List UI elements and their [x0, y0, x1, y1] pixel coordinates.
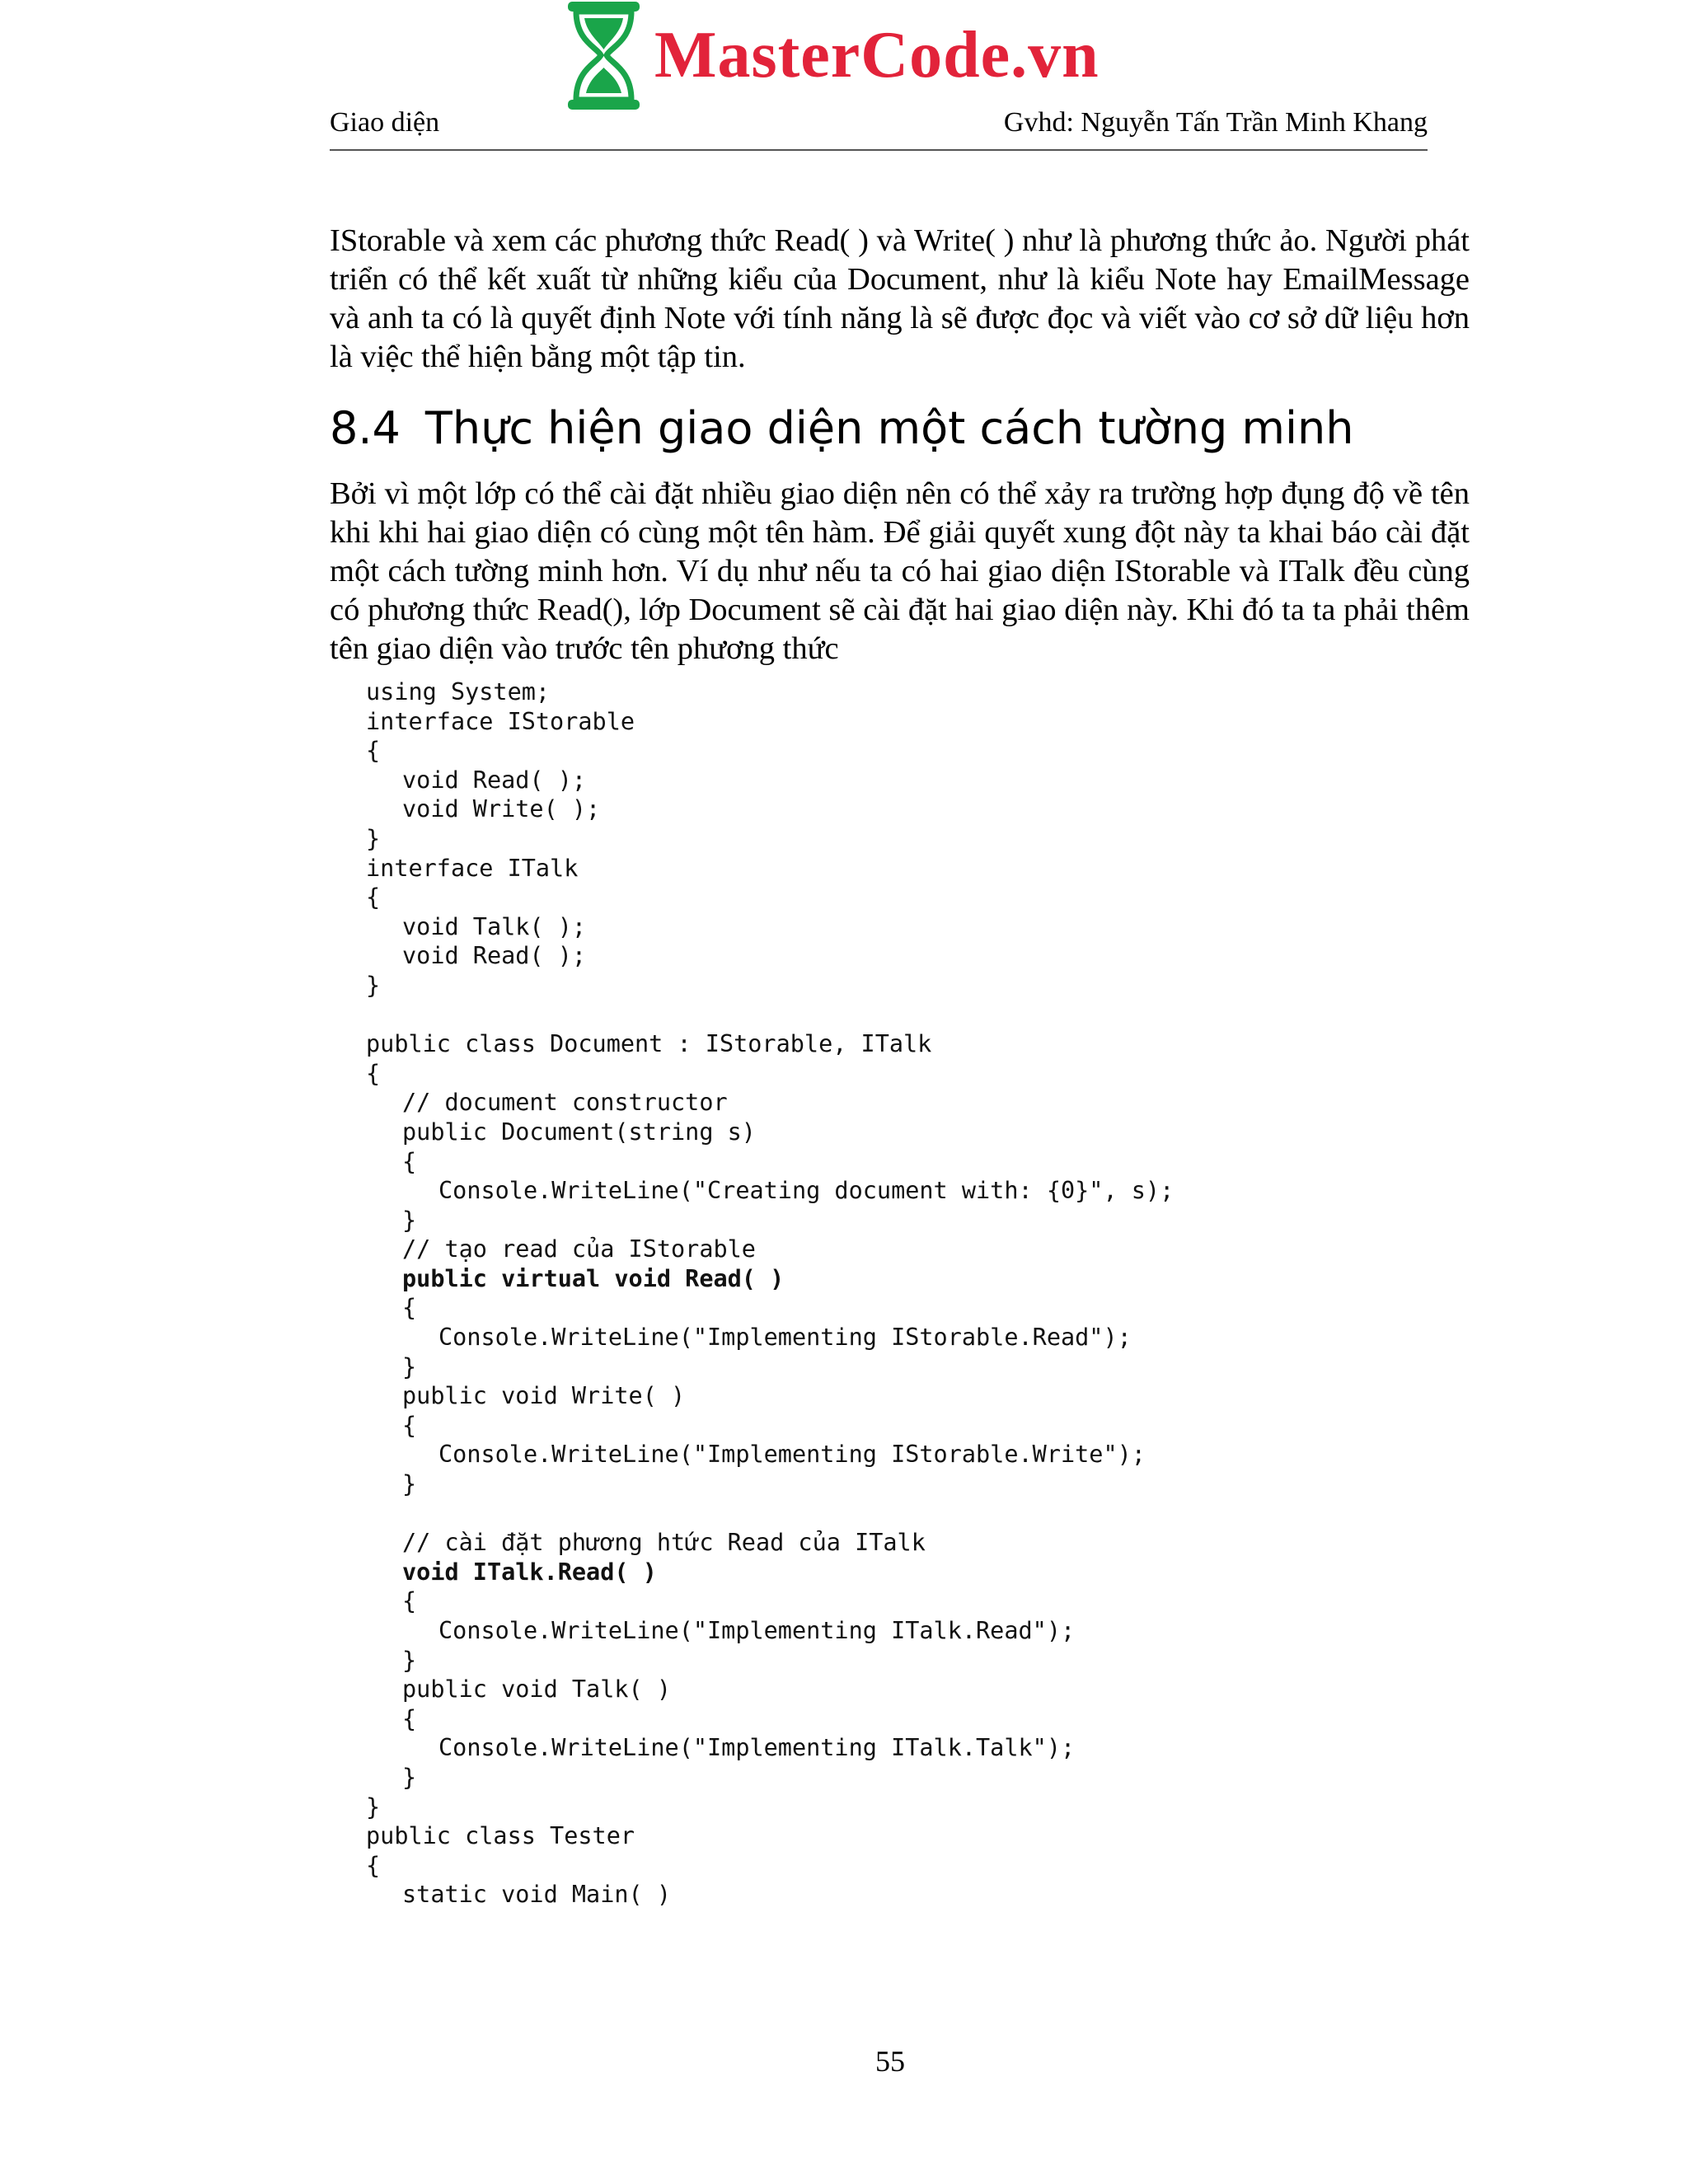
code-line: { — [402, 1704, 417, 1732]
code-block — [366, 677, 1174, 1910]
code-line: static void Main( ) — [402, 1881, 672, 1909]
header-chapter-title: Giao diện — [330, 107, 440, 138]
code-line: { — [366, 737, 381, 765]
code-line: void Read( ); — [402, 766, 587, 794]
code-line: { — [402, 1147, 417, 1175]
code-line: Console.WriteLine("Implementing IStorable.Write"); — [438, 1441, 1146, 1469]
intro-paragraph: IStorable và xem các phương thức Read( ) và Write( ) như là phương thức ảo. Người phát triển có thể kết xuất từ những kiểu của Document, như là kiểu Note hay EmailMessage và anh ta có là quyết định Note với tính năng là sẽ được đọc và viết vào cơ sở dữ liệu hơn là việc thể hiện bằng một tập tin. — [330, 223, 1470, 374]
code-line: public void Talk( ) — [402, 1675, 672, 1704]
code-line: void Write( ); — [402, 795, 601, 823]
code-line: using System; — [366, 678, 551, 705]
code-line: Console.WriteLine("Implementing IStorable.Read"); — [438, 1324, 1132, 1352]
code-line: } — [402, 1206, 417, 1234]
header-divider — [330, 149, 1428, 151]
code-comment: // cài đặt phương htức Read của ITalk — [402, 1529, 926, 1557]
code-line-bold: void ITalk.Read( ) — [402, 1558, 657, 1586]
code-line: } — [366, 1793, 381, 1821]
body-paragraph: Bởi vì một lớp có thể cài đặt nhiều giao diện nên có thể xảy ra trường hợp đụng độ về tên khi khi hai giao diện có cùng một tên hàm. Để giải quyết xung đột này ta khai báo cài đặt một cách tường minh hơn. Ví dụ như nếu ta có hai giao diện IStorable và ITalk đều cùng có phương thức Read(), lớp Document sẽ cài đặt hai giao diện này. Khi đó ta ta phải thêm tên giao diện vào trước tên phương thức — [330, 476, 1470, 666]
code-line: public Document(string s) — [402, 1118, 756, 1146]
code-line-bold: public virtual void Read( ) — [402, 1264, 785, 1292]
code-line: Console.WriteLine("Implementing ITalk.Talk"); — [438, 1734, 1076, 1762]
code-line: { — [402, 1294, 417, 1322]
code-comment: // tạo read của IStorable — [402, 1235, 756, 1263]
code-line: public class Tester — [366, 1822, 635, 1850]
code-line: } — [366, 971, 381, 999]
code-line: public void Write( ) — [402, 1382, 686, 1410]
code-line: interface IStorable — [366, 707, 635, 735]
page-number: 55 — [875, 2045, 905, 2078]
logo-text: MasterCode.vn — [654, 19, 1100, 91]
section-number: 8.4 — [330, 402, 401, 454]
logo — [565, 0, 1100, 111]
code-line: Console.WriteLine("Implementing ITalk.Read"); — [438, 1617, 1076, 1644]
code-line: public class Document : IStorable, ITalk — [366, 1030, 932, 1058]
code-line: void Read( ); — [402, 942, 587, 970]
code-line: } — [402, 1646, 417, 1674]
header-instructor: Gvhd: Nguyễn Tấn Trần Minh Khang — [1003, 107, 1428, 138]
code-line: { — [366, 1851, 381, 1879]
code-line: void Talk( ); — [402, 912, 587, 940]
code-line: } — [402, 1470, 417, 1498]
code-line: interface ITalk — [366, 854, 579, 882]
code-line: { — [366, 883, 381, 912]
section-title: Thực hiện giao diện một cách tường minh — [424, 402, 1354, 454]
code-line: } — [366, 824, 381, 852]
hourglass-icon — [565, 0, 643, 111]
code-comment: // document constructor — [402, 1089, 728, 1117]
code-line: Console.WriteLine("Creating document with: {0}", s); — [438, 1177, 1175, 1205]
code-line: } — [402, 1352, 417, 1380]
code-line: { — [402, 1411, 417, 1439]
code-line: { — [402, 1587, 417, 1615]
section-heading — [330, 402, 1353, 454]
code-line — [366, 1001, 1174, 1030]
code-line: } — [402, 1763, 417, 1791]
code-line: { — [366, 1059, 381, 1087]
code-line — [366, 1499, 1174, 1529]
